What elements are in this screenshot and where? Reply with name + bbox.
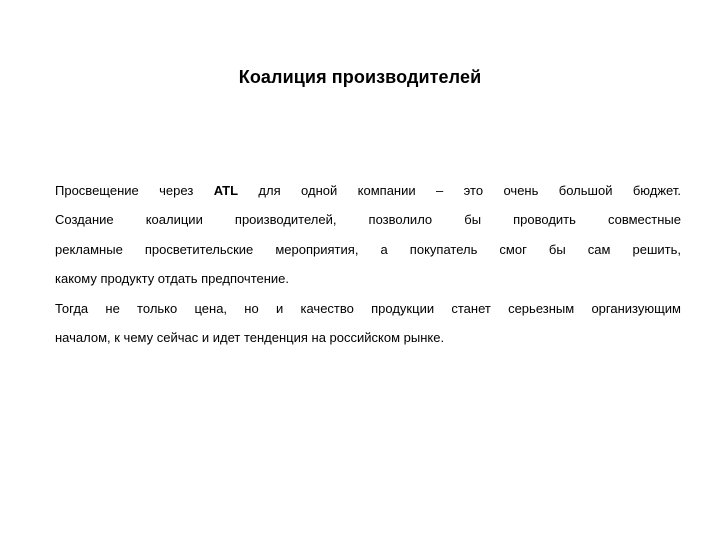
text-run: какому продукту отдать предпочтение. xyxy=(55,271,290,287)
text-line xyxy=(55,264,681,293)
body-text-block xyxy=(55,176,681,352)
text-line xyxy=(55,176,681,205)
text-line xyxy=(55,235,681,264)
text-run: для одной компании – это очень большой бюджет. xyxy=(238,183,681,198)
page-title: Коалиция производителей xyxy=(238,67,482,87)
text-line xyxy=(55,205,681,234)
text-run: Просвещение через xyxy=(55,183,214,198)
acronym-atl: ATL xyxy=(213,183,239,198)
paragraph-2 xyxy=(55,294,681,353)
text-run: рекламные просветительские мероприятия, а покупатель смог бы сам решить, xyxy=(55,241,681,257)
text-line xyxy=(55,323,681,352)
text-run: Тогда не только цена, но и качество продукции станет серьезным организующим xyxy=(55,300,681,316)
text-run: Создание коалиции производителей, позволило бы проводить совместные xyxy=(55,212,681,228)
text-line xyxy=(55,294,681,323)
paragraph-1 xyxy=(55,176,681,294)
text-run: началом, к чему сейчас и идет тенденция на российском рынке. xyxy=(55,329,445,345)
